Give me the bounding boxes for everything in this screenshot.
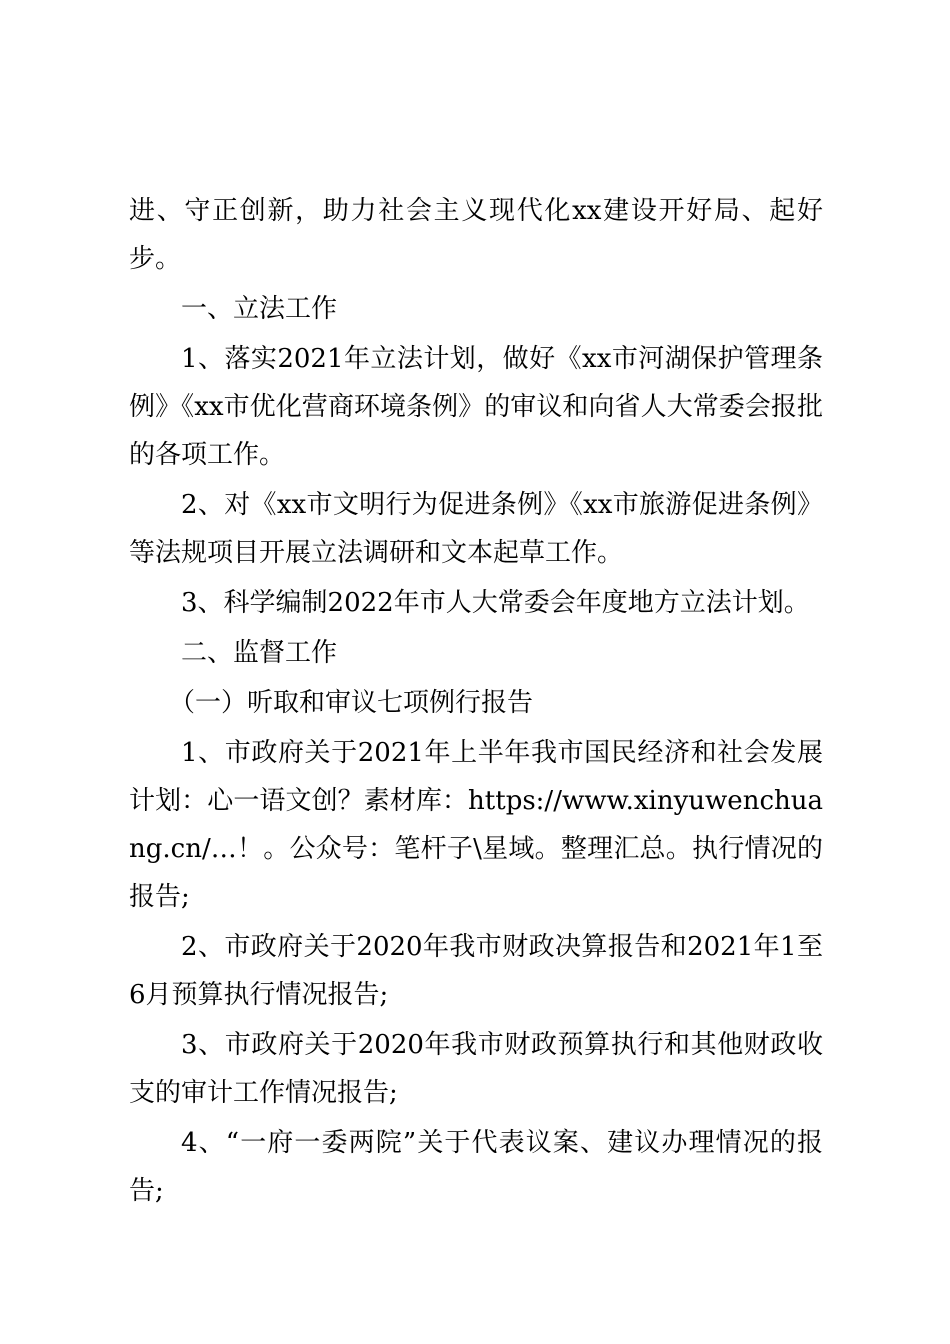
paragraph-report-3: 3、市政府关于2020年我市财政预算执行和其他财政收支的审计工作情况报告;: [129, 1030, 823, 1108]
paragraph-continuation: 进、守正创新，助力社会主义现代化xx建设开好局、起好步。: [129, 196, 823, 274]
document-body: [129, 187, 823, 1217]
section-heading-supervision: 二、监督工作: [181, 638, 338, 668]
paragraph-item-2: 2、对《xx市文明行为促进条例》《xx市旅游促进条例》等法规项目开展立法调研和文本起草工作。: [129, 490, 823, 568]
paragraph-item-3: 3、科学编制2022年市人大常委会年度地方立法计划。: [181, 588, 810, 618]
paragraph-report-2: 2、市政府关于2020年我市财政决算报告和2021年1至6月预算执行情况报告;: [129, 932, 823, 1010]
paragraph-report-4: 4、“一府一委两院”关于代表议案、建议办理情况的报告;: [129, 1128, 823, 1206]
subsection-heading-reports: （一）听取和审议七项例行报告: [169, 688, 534, 718]
paragraph-item-1: 1、落实2021年立法计划，做好《xx市河湖保护管理条例》《xx市优化营商环境条例》的审议和向省人大常委会报批的各项工作。: [129, 344, 823, 470]
paragraph-report-1: 1、市政府关于2021年上半年我市国民经济和社会发展计划：心一语文创？素材库：https://www.xinyuwenchuang.cn/…！。公众号：笔杆子\星域。整理汇总。执行情况的报告;: [129, 738, 823, 912]
section-heading-legislation: 一、立法工作: [181, 294, 338, 324]
